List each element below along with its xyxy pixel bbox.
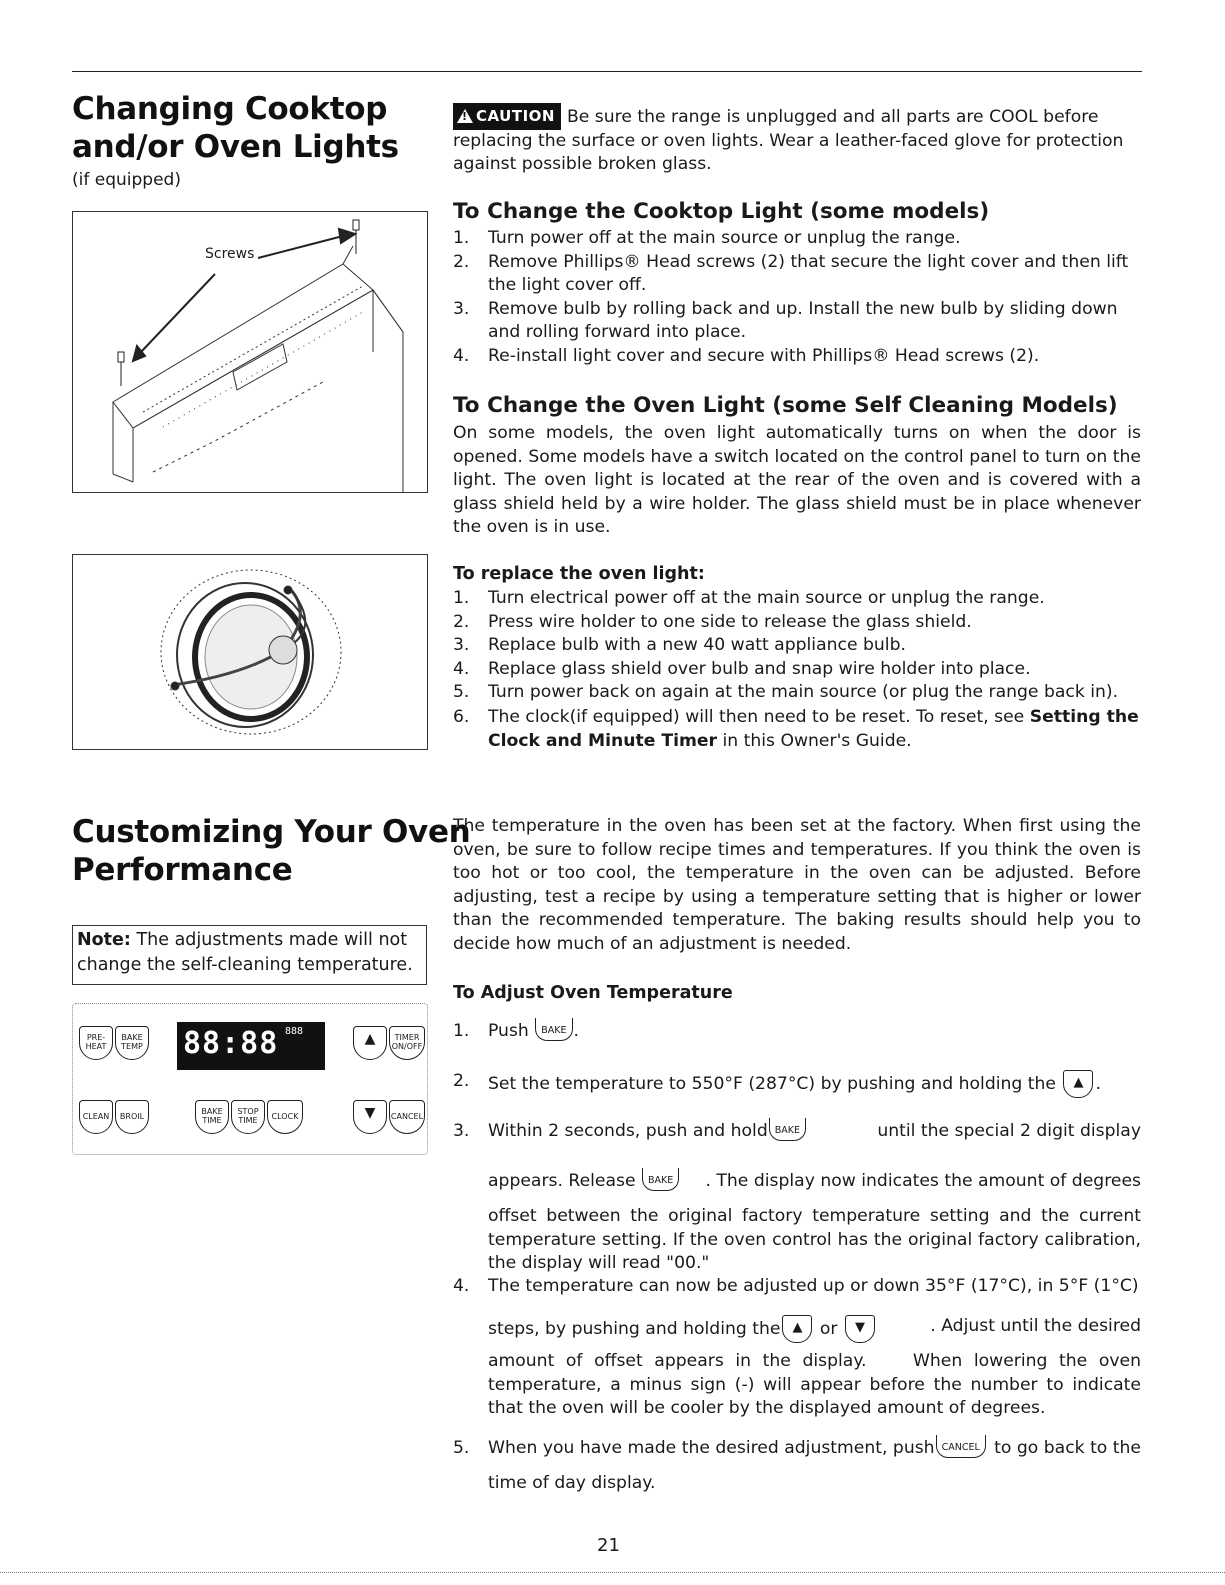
bake-button-icon: BAKE bbox=[769, 1121, 806, 1141]
title-line-2: Performance bbox=[72, 852, 293, 888]
down-arrow-button-icon: ▼ bbox=[845, 1315, 875, 1343]
cooktop-step-1 bbox=[453, 227, 1141, 251]
oven-light-intro: On some models, the oven light automatically turns on when the door is opened. Some models have a switch located on the control panel to turn on the light. The oven light is located at the rear of the oven and is covered with a glass shield held by a wire holder. The glass shield must be in place whenever the oven is in use. bbox=[453, 423, 1141, 537]
title-line-1: Customizing Your Oven bbox=[72, 814, 471, 850]
replace-steps-list bbox=[453, 587, 1143, 705]
caution-badge bbox=[453, 103, 561, 130]
replace-step-6 bbox=[453, 706, 1141, 753]
panel-btn-down: ▼ bbox=[353, 1100, 387, 1134]
step-text: Turn power off at the main source or unplug the range. bbox=[488, 228, 961, 248]
step-text: Remove Phillips® Head screws (2) that secure the light cover and then lift the light cover off. bbox=[488, 251, 1129, 295]
panel-btn-bake-time: BAKE TIME bbox=[195, 1100, 229, 1134]
figure-control-panel bbox=[72, 1003, 428, 1155]
panel-display-digits: 88:88 bbox=[183, 1026, 279, 1061]
step-number: 3. bbox=[453, 635, 470, 655]
step-text: Replace glass shield over bulb and snap wire holder into place. bbox=[488, 658, 1031, 679]
bake-button-icon: BAKE bbox=[642, 1171, 679, 1191]
step-number: 6. bbox=[453, 707, 470, 727]
adjust-step-1: 1. Push BAKE . bbox=[453, 1021, 579, 1041]
step6-bold-ref: Setting the Clock and Minute Timer bbox=[488, 707, 1139, 751]
step-text bbox=[488, 706, 1141, 753]
replace-step-2 bbox=[453, 611, 1143, 635]
note-text: The adjustments made will not change the self-cleaning temperature. bbox=[77, 930, 413, 975]
section-title-lights bbox=[72, 90, 399, 166]
panel-btn-clean: CLEAN bbox=[79, 1100, 113, 1134]
panel-btn-preheat: PRE- HEAT bbox=[79, 1026, 113, 1060]
adjust-step-2: 2. Set the temperature to 550°F (287°C) by pushing and holding the ▲ . bbox=[453, 1070, 1141, 1098]
cooktop-step-4 bbox=[453, 345, 1141, 369]
step-number: 1. bbox=[453, 228, 470, 248]
customizing-intro: The temperature in the oven has been set at the factory. When first using the oven, be sure to follow recipe times and temperatures. If you think the oven is too hot or too cool, the temperature in the oven can be adjusted. Before adjusting, test a recipe by using a temperature setting that is higher or lower than the recommended temperature. The baking results should help you to decide how much of an adjustment is needed. bbox=[453, 816, 1141, 954]
replace-step-5 bbox=[453, 681, 1143, 705]
adjust-step-4-detail: amount of offset appears in the display. When lowering the oven temperature, a minus sign (-) will appear before the number to indicate that the oven will be cooler by the displayed amount of degrees. bbox=[488, 1351, 1147, 1418]
page-number: 21 bbox=[597, 1535, 620, 1556]
step-text: Turn electrical power off at the main source or unplug the range. bbox=[488, 588, 1045, 608]
warning-icon bbox=[457, 109, 473, 123]
note-box bbox=[72, 925, 427, 985]
step-text: Turn power back on again at the main source (or plug the range back in). bbox=[488, 682, 1119, 702]
adjust-step-5-line2: time of day display. bbox=[488, 1473, 656, 1493]
panel-btn-clock: CLOCK bbox=[267, 1100, 303, 1134]
heading-replace-light: To replace the oven light: bbox=[453, 564, 705, 584]
panel-display-small: 888 bbox=[285, 1026, 304, 1037]
step-number: 4. bbox=[453, 345, 470, 366]
heading-oven-light: To Change the Oven Light (some Self Cleaning Models) bbox=[453, 393, 1118, 418]
adjust-step-5: 5. When you have made the desired adjustment, push CANCEL to go back to the bbox=[453, 1438, 1141, 1458]
step-number: 3. bbox=[453, 298, 470, 319]
cancel-button-icon: CANCEL bbox=[936, 1438, 986, 1458]
replace-step-3 bbox=[453, 634, 1143, 658]
screws-label: Screws bbox=[205, 246, 255, 262]
note-label: Note: bbox=[77, 930, 131, 950]
panel-btn-cancel: CANCEL bbox=[389, 1100, 425, 1134]
step-number: 2. bbox=[453, 251, 470, 272]
oven-light-illustration bbox=[73, 555, 427, 749]
up-arrow-button-icon: ▲ bbox=[782, 1315, 812, 1343]
up-arrow-button-icon: ▲ bbox=[1063, 1070, 1093, 1098]
panel-btn-stop-time: STOP TIME bbox=[231, 1100, 265, 1134]
adjust-step-3: 3. Within 2 seconds, push and hold BAKE until the special 2 digit display bbox=[453, 1121, 1141, 1141]
top-rule bbox=[72, 71, 1142, 72]
cooktop-step-2 bbox=[453, 251, 1141, 298]
replace-step-1 bbox=[453, 587, 1143, 611]
title-line-2: and/or Oven Lights bbox=[72, 129, 399, 165]
adjust-step-3-line2: appears. Release BAKE . The display now indicates the amount of degrees bbox=[488, 1171, 1141, 1191]
panel-btn-up: ▲ bbox=[353, 1026, 387, 1060]
panel-btn-timer: TIMER ON/OFF bbox=[389, 1026, 425, 1060]
step-number: 1. bbox=[453, 588, 470, 608]
adjust-step-4-line2: steps, by pushing and holding the ▲ or ▼ . Adjust until the desired bbox=[488, 1315, 1141, 1343]
caution-paragraph bbox=[453, 103, 1141, 177]
replace-step-4 bbox=[453, 658, 1143, 682]
figure-cooktop-light bbox=[72, 211, 428, 493]
cooktop-steps-list bbox=[453, 227, 1141, 368]
section-subtitle: (if equipped) bbox=[72, 170, 181, 190]
step-text: Re-install light cover and secure with Phillips® Head screws (2). bbox=[488, 345, 1040, 366]
step-number: 5. bbox=[453, 682, 470, 702]
cooktop-step-3 bbox=[453, 298, 1141, 345]
step-number: 2. bbox=[453, 611, 470, 632]
step-number: 4. bbox=[453, 658, 470, 679]
step6-pre: The clock(if equipped) will then need to be reset. To reset, see bbox=[488, 707, 1030, 727]
step-text: Press wire holder to one side to release the glass shield. bbox=[488, 611, 972, 632]
step6-post: in this Owner's Guide. bbox=[717, 730, 912, 751]
adjust-step-4: 4. The temperature can now be adjusted up or down 35°F (17°C), in 5°F (1°C) bbox=[453, 1276, 1139, 1296]
adjust-step-3-detail: offset between the original factory temperature setting and the current temperature setting. If the oven control has the original factory calibration, the display will read "00." bbox=[488, 1206, 1141, 1273]
caution-label: CAUTION bbox=[476, 107, 555, 125]
step-text: Remove bulb by rolling back and up. Install the new bulb by sliding down and rolling forward into place. bbox=[488, 298, 1118, 342]
bake-button-icon: BAKE bbox=[535, 1021, 572, 1041]
panel-display bbox=[177, 1022, 325, 1070]
panel-btn-broil: BROIL bbox=[115, 1100, 149, 1134]
title-line-1: Changing Cooktop bbox=[72, 91, 388, 127]
panel-btn-bake-temp: BAKE TEMP bbox=[115, 1026, 149, 1060]
caution-text: Be sure the range is unplugged and all parts are COOL before replacing the surface or oven lights. Wear a leather-faced glove for protection against possible broken glass. bbox=[453, 107, 1124, 174]
section-title-customizing bbox=[72, 813, 470, 889]
bottom-border bbox=[0, 1572, 1225, 1573]
figure-oven-light bbox=[72, 554, 428, 750]
heading-cooktop-light: To Change the Cooktop Light (some models) bbox=[453, 199, 990, 224]
heading-adjust-temp: To Adjust Oven Temperature bbox=[453, 983, 733, 1003]
step-text: Replace bulb with a new 40 watt appliance bulb. bbox=[488, 635, 906, 655]
